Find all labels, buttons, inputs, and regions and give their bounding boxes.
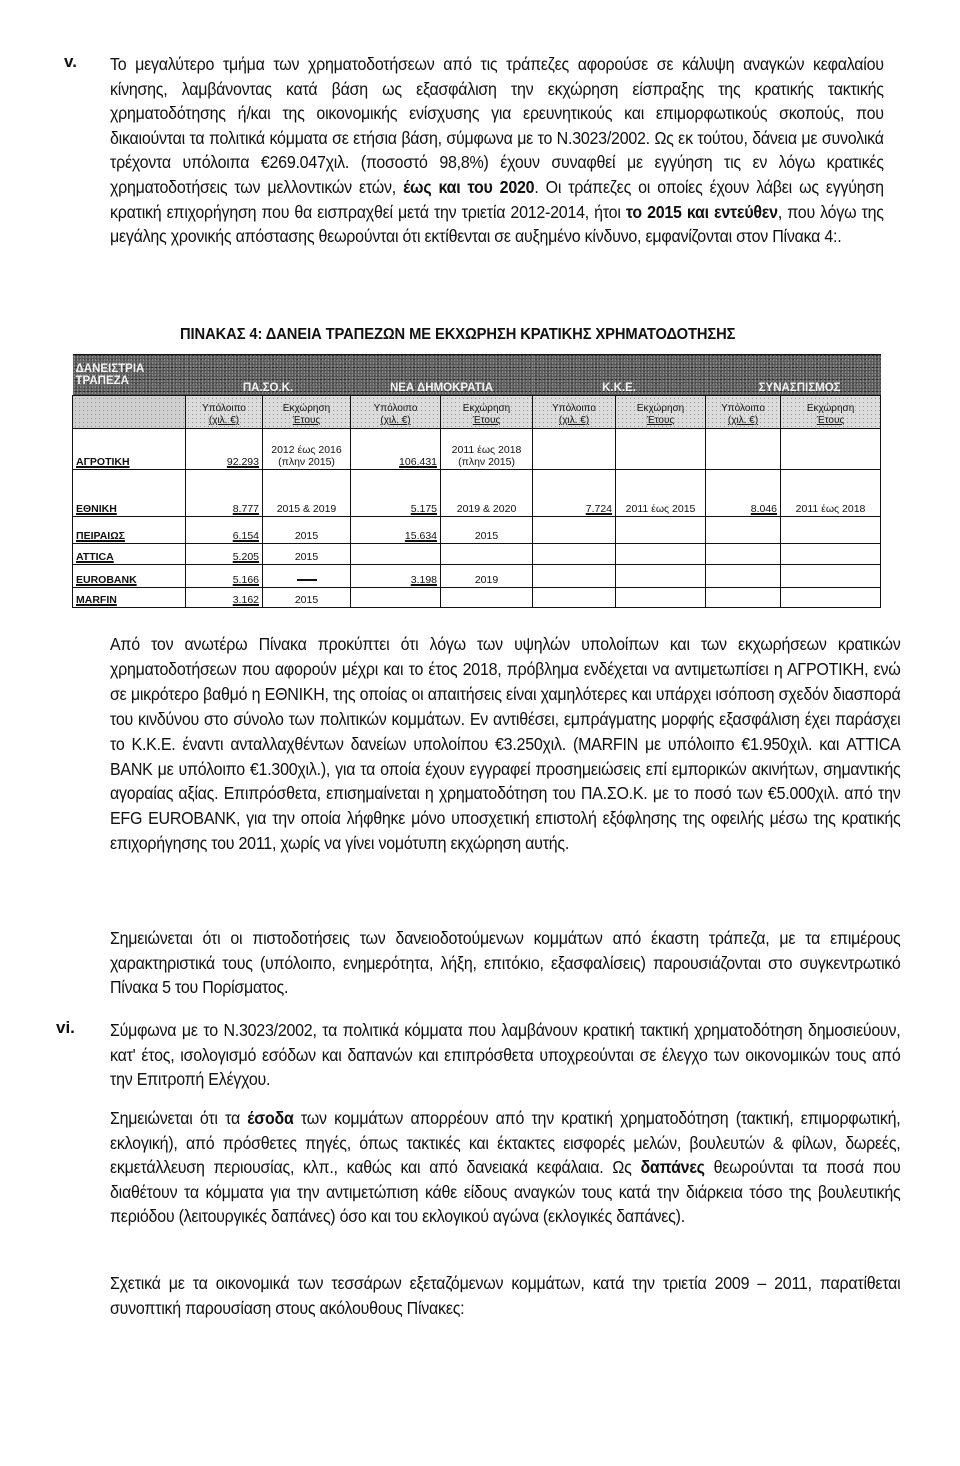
assignment-year-cell — [781, 544, 881, 565]
balance-cell: 5.175 — [351, 470, 441, 517]
subheader-assignment — [616, 396, 706, 429]
subheader-text: Έτους — [292, 415, 321, 426]
assignment-year-cell — [781, 517, 881, 544]
balance-cell — [533, 588, 616, 608]
text-run: Το μεγαλύτερο τμήμα των χρηματοδοτήσεων από τις τράπεζες αφορούσε σε κάλυψη αναγκών κεφαλαίου κίνησης, λαμβάνοντας κατά βάση ως εξασφάλιση την εκχώρηση είσπραξης της κρατικής τακτικής χρηματοδότησης ή/και της οικονομικής ενίσχυσης για ερευνητικούς και επιμορφωτικούς σκοπούς, που δικαιούνται τα πολιτικά κόμματα σε ετήσια βάση, σύμφωνα με το Ν.3023/2002. Ως εκ τούτου, δάνεια με συνολικά τρέχοντα υπόλοιπα €269.047χιλ. (ποσοστό 98,8%) έχουν συναφθεί με εγγύηση τις εν λόγω κρατικές χρηματοδοτήσεις των μελλοντικών ετών, — [110, 54, 884, 197]
table-body — [73, 429, 881, 608]
balance-cell — [706, 588, 781, 608]
subheader-text: (χιλ. €) — [380, 415, 411, 426]
subheader-text: Υπόλοιπο — [552, 403, 596, 414]
assignment-year-cell — [616, 517, 706, 544]
subheader-text: Έτους — [646, 415, 675, 426]
subheader-text: Εκχώρηση — [462, 403, 511, 414]
closing-paragraph: Σχετικά με τα οικονομικά των τεσσάρων εξεταζόμενων κομμάτων, κατά την τριετία 2009 – 2011, παρατίθεται συνοπτική παρουσίαση στους ακόλουθους Πίνακες: — [110, 1273, 901, 1318]
assignment-year-cell — [781, 429, 881, 470]
balance-cell: 8.777 — [186, 470, 263, 517]
table-4-title: ΠΙΝΑΚΑΣ 4: ΔΑΝΕΙΑ ΤΡΑΠΕΖΩΝ ΜΕ ΕΚΧΩΡΗΣΗ ΚΡΑΤΙΚΗΣ ΧΡΗΜΑΤΟΔΟΤΗΣΗΣ — [180, 326, 736, 343]
text-run: των κομμάτων απορρέουν από την κρατική χρηματοδότηση (τακτική, επιμορφωτική, εκλογική), από πρόσθετες πηγές, όπως τακτικές και έκτακτες εισφορές μελών, βουλευτών & φίλων, δωρεές, εκμετάλλευση περιουσίας, κλπ., καθώς και από δανειακά κεφάλαια. Ως — [110, 1108, 901, 1178]
income-expenses-paragraph — [110, 1106, 901, 1229]
header-lending-bank: ΔΑΝΕΙΣΤΡΙΑ ΤΡΑΠΕΖΑ — [73, 355, 186, 396]
balance-cell — [533, 565, 616, 588]
table-row — [73, 470, 881, 517]
credit-note-paragraph: Σημειώνεται ότι οι πιστοδοτήσεις των δανειοδοτούμενων κομμάτων από έκαστη τράπεζα, με τα επιμέρους χαρακτηριστικά τους (υπόλοιπο, ενημερότητα, λήξη, επιτόκιο, εξασφαλίσεις) παρουσιάζονται στο συγκεντρωτικό Πίνακα 5 του Πορίσματος. — [110, 928, 901, 998]
section-v-paragraph — [110, 52, 884, 249]
balance-cell: 7.724 — [533, 470, 616, 517]
assignment-year-cell: 2012 έως 2016 (πλην 2015) — [263, 429, 351, 470]
assignment-year-cell: 2011 έως 2018 — [781, 470, 881, 517]
balance-cell — [533, 429, 616, 470]
balance-cell: 6.154 — [186, 517, 263, 544]
balance-cell — [533, 517, 616, 544]
subheader-text: Έτους — [472, 415, 501, 426]
text-run: Σημειώνεται ότι τα — [110, 1108, 248, 1128]
subheader-text: Υπόλοιπο — [373, 403, 418, 414]
assignment-year-cell — [263, 565, 351, 588]
section-vi-paragraph: Σύμφωνα με το Ν.3023/2002, τα πολιτικά κόμματα που λαμβάνουν κρατική τακτική χρηματοδότηση δημοσιεύουν, κατ' έτος, ισολογισμό εσόδων και δαπανών και επιπρόσθετα υποχρεούνται σε έλεγχο των οικονομικών τους από την Επιτροπή Ελέγχου. — [110, 1020, 901, 1090]
bold-text-run: έως και του 2020 — [403, 176, 535, 197]
assignment-year-cell: 2015 & 2019 — [263, 470, 351, 517]
header-party-nd: ΝΕΑ ΔΗΜΟΚΡΑΤΙΑ — [351, 355, 533, 396]
subheader-assignment — [263, 396, 351, 429]
assignment-year-cell — [616, 565, 706, 588]
assignment-year-cell: 2019 — [441, 565, 533, 588]
text-run: . Οι τράπεζες οι οποίες έχουν λάβει ως εγγύηση κρατική επιχορήγηση που θα εισπραχθεί μετά την τριετία 2012-2014, ήτοι — [110, 176, 884, 222]
balance-cell — [351, 588, 441, 608]
subheader-text: Εκχώρηση — [806, 403, 855, 414]
bold-text-run: το 2015 και εντεύθεν — [625, 201, 778, 222]
assignment-year-cell — [781, 588, 881, 608]
table-row — [73, 588, 881, 608]
section-marker-v: v. — [64, 52, 77, 71]
assignment-year-cell — [616, 588, 706, 608]
table-subheader — [73, 396, 881, 429]
subheader-balance — [533, 396, 616, 429]
subheader-blank — [73, 396, 186, 429]
assignment-year-cell — [616, 544, 706, 565]
table-4-bank-loans — [72, 354, 881, 608]
subheader-assignment — [441, 396, 533, 429]
balance-cell — [706, 517, 781, 544]
assignment-year-cell: 2019 & 2020 — [441, 470, 533, 517]
subheader-assignment — [781, 396, 881, 429]
subheader-balance — [706, 396, 781, 429]
text-run: , που λόγω της μεγάλης χρονικής απόστασης θεωρούνται ότι εκτίθενται σε αυξημένο κίνδυνο, εμφανίζονται στον Πίνακα 4:. — [110, 201, 884, 247]
balance-cell: 92.293 — [186, 429, 263, 470]
subheader-text: Υπόλοιπο — [721, 403, 765, 414]
assignment-year-cell: 2015 — [263, 517, 351, 544]
balance-cell — [706, 565, 781, 588]
bank-name-cell: MARFIN — [73, 588, 186, 608]
subheader-balance — [351, 396, 441, 429]
assignment-year-cell: 2015 — [441, 517, 533, 544]
table-row — [73, 544, 881, 565]
header-party-kke: Κ.Κ.Ε. — [533, 355, 706, 396]
assignment-year-cell — [616, 429, 706, 470]
table-row — [73, 517, 881, 544]
assignment-year-cell: 2015 — [263, 588, 351, 608]
subheader-balance — [186, 396, 263, 429]
analysis-paragraph: Από τον ανωτέρω Πίνακα προκύπτει ότι λόγω των υψηλών υπολοίπων και των εκχωρήσεων κρατικών χρηματοδοτήσεων που αφορούν μέχρι και το έτος 2018, πρόβλημα ενδέχεται να αντιμετωπίσει η ΑΓΡΟΤΙΚΗ, ενώ σε μικρότερο βαθμό η ΕΘΝΙΚΗ, της οποίας οι απαιτήσεις είναι χαμηλότερες και υπάρχει ισόποση σχεδόν διασπορά του κινδύνου στο σύνολο των πολιτικών κομμάτων. Εν αντιθέσει, εμπράγματης μορφής εξασφάλιση έχει παράσχει το Κ.Κ.Ε. έναντι ανταλλαχθέντων δανείων υπολοίπου €3.250χιλ. (MARFIN με υπόλοιπο €1.950χιλ. και ATTICA BANK με υπόλοιπο €1.300χιλ.), για τα οποία έχουν εγγραφεί προσημειώσεις επί εμπορικών ακινήτων, σημαντικής αγοραίας αξίας. Επιπρόσθετα, επισημαίνεται η χρηματοδότηση του ΠΑ.ΣΟ.Κ. με το ποσό των €5.000χιλ. από την EFG EUROBANK, για την οποία λήφθηκε μόνο υποσχετική επιστολή εξόφλησης της οφειλής μέσω της κρατικής επιχορήγησης του 2011, χωρίς να γίνει νομότυπη εκχώρηση αυτής. — [110, 634, 901, 854]
assignment-year-cell: 2011 έως 2018 (πλην 2015) — [441, 429, 533, 470]
assignment-year-cell: 2015 — [263, 544, 351, 565]
subheader-text: Έτους — [816, 415, 845, 426]
table-row — [73, 565, 881, 588]
header-party-pasok: ΠΑ.ΣΟ.Κ. — [186, 355, 351, 396]
text-run: θεωρούνται τα ποσά που διαθέτουν τα κόμματα για την αντιμετώπιση κάθε είδους αναγκών τους κατά την διάρκεια τόσο της βουλευτικής περιόδου (λειτουργικές δαπάνες) όσο και του εκλογικού αγώνα (εκλογικές δαπάνες). — [110, 1157, 901, 1227]
subheader-text: Υπόλοιπο — [202, 403, 246, 414]
assignment-year-cell — [441, 544, 533, 565]
assignment-year-cell: 2011 έως 2015 — [616, 470, 706, 517]
dash-mark — [297, 579, 317, 581]
balance-cell: 5.166 — [186, 565, 263, 588]
subheader-text: (χιλ. €) — [208, 415, 240, 426]
bold-text-run: δαπάνες — [640, 1157, 705, 1178]
header-party-syn: ΣΥΝΑΣΠΙΣΜΟΣ — [706, 355, 881, 396]
balance-cell: 3.198 — [351, 565, 441, 588]
subheader-text: Εκχώρηση — [282, 403, 331, 414]
balance-cell: 8.046 — [706, 470, 781, 517]
bold-text-run: έσοδα — [247, 1108, 294, 1128]
subheader-text: (χιλ. €) — [558, 415, 590, 426]
table-row — [73, 429, 881, 470]
bank-name-cell: ΕΘΝΙΚΗ — [73, 470, 186, 517]
bank-name-cell: EUROBANK — [73, 565, 186, 588]
balance-cell: 15.634 — [351, 517, 441, 544]
balance-cell: 5.205 — [186, 544, 263, 565]
balance-cell: 106.431 — [351, 429, 441, 470]
balance-cell — [706, 544, 781, 565]
balance-cell — [533, 544, 616, 565]
bank-name-cell: ATTICA — [73, 544, 186, 565]
balance-cell — [351, 544, 441, 565]
balance-cell: 3.162 — [186, 588, 263, 608]
assignment-year-cell — [441, 588, 533, 608]
subheader-text: Εκχώρηση — [636, 403, 685, 414]
section-marker-vi: vi. — [56, 1018, 75, 1037]
balance-cell — [706, 429, 781, 470]
assignment-year-cell — [781, 565, 881, 588]
bank-name-cell: ΠΕΙΡΑΙΩΣ — [73, 517, 186, 544]
bank-name-cell: ΑΓΡΟΤΙΚΗ — [73, 429, 186, 470]
table-header-parties — [73, 355, 881, 396]
subheader-text: (χιλ. €) — [727, 415, 759, 426]
